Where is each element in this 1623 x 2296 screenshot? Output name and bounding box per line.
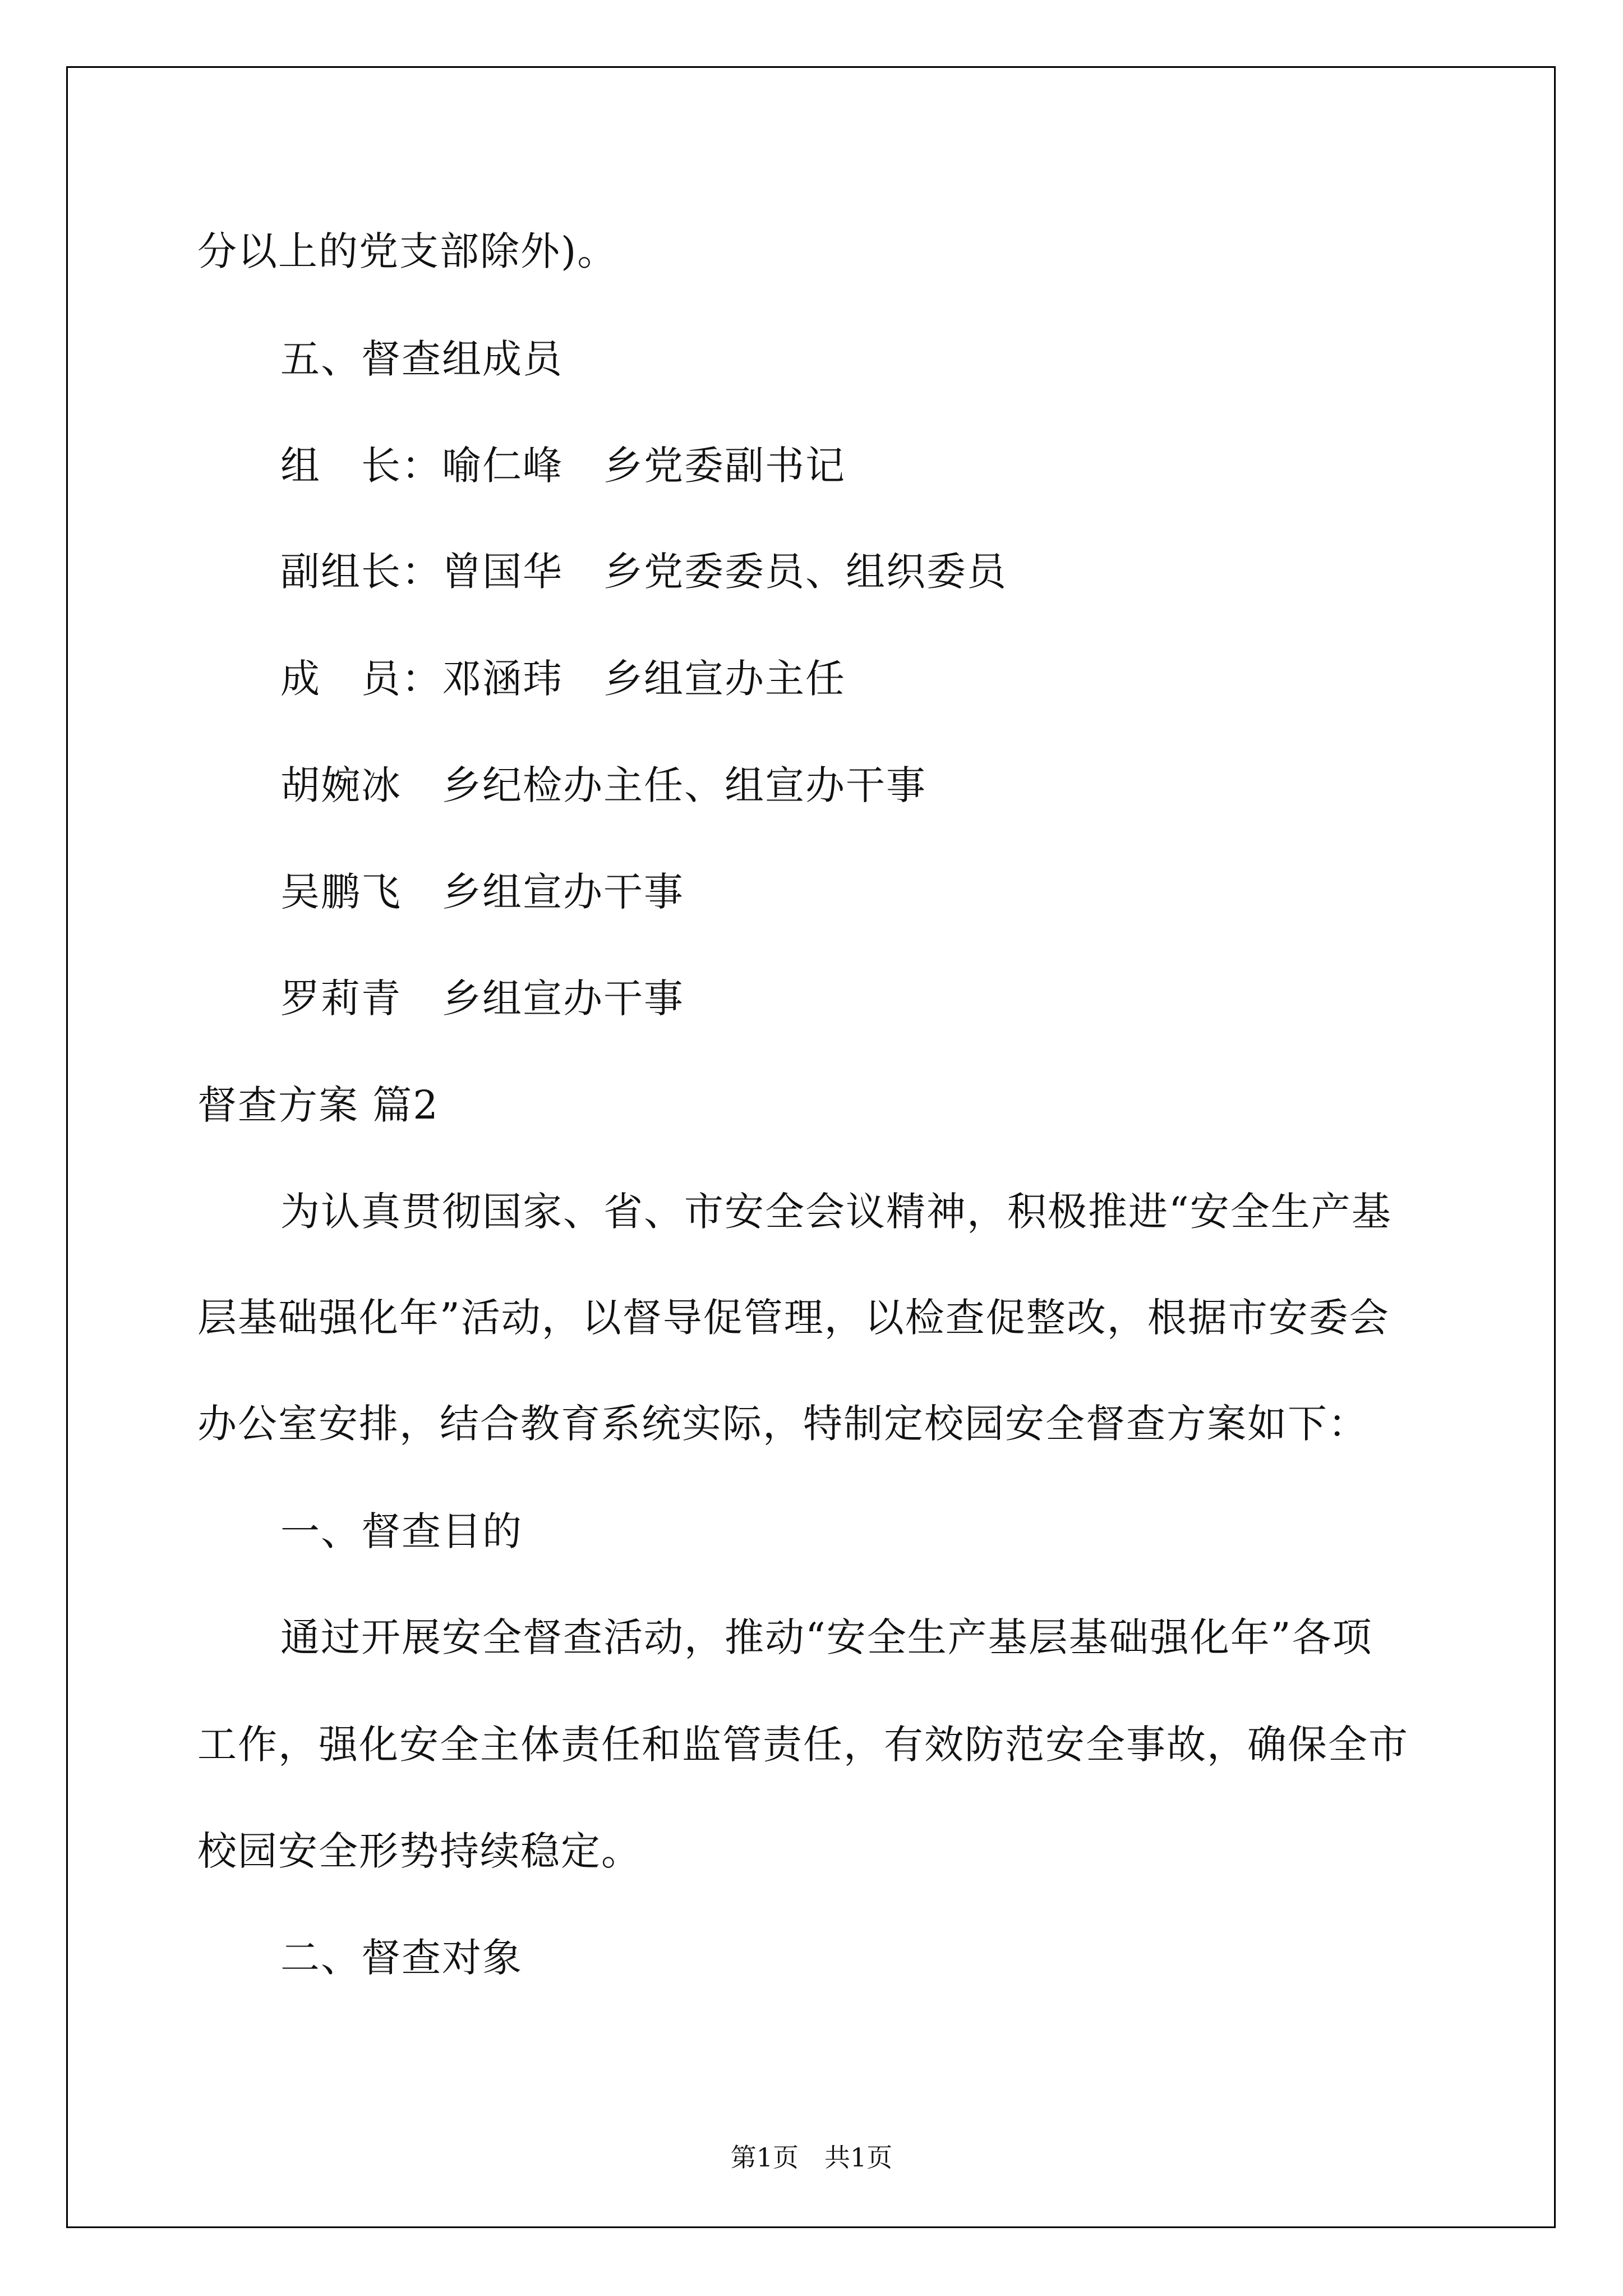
section-heading: 五、督查组成员	[280, 336, 563, 382]
paragraph-line: 为认真贯彻国家、省、市安全会议精神，积极推进“安全生产基	[280, 1189, 1392, 1235]
paragraph-line: 工作，强化安全主体责任和监管责任，有效防范安全事故，确保全市	[197, 1722, 1409, 1768]
member-line: 成 员：邓涵玮 乡组宣办主任	[280, 656, 846, 702]
page-number-footer: 第1页 共1页	[730, 2142, 893, 2173]
paragraph-line: 通过开展安全督查活动，推动“安全生产基层基础强化年”各项	[280, 1614, 1373, 1660]
section-heading: 一、督查目的	[280, 1508, 523, 1554]
member-line: 副组长：曾国华 乡党委委员、组织委员	[280, 549, 1007, 595]
page-border	[66, 66, 1556, 2228]
member-line: 吴鹏飞 乡组宣办干事	[280, 869, 684, 915]
paragraph-line: 办公室安排，结合教育系统实际，特制定校园安全督查方案如下：	[197, 1401, 1368, 1447]
document-subtitle: 督查方案 篇2	[197, 1082, 439, 1128]
section-heading: 二、督查对象	[280, 1935, 523, 1981]
member-line: 罗莉青 乡组宣办干事	[280, 976, 684, 1022]
paragraph-line: 层基础强化年”活动，以督导促管理，以检查促整改，根据市安委会	[197, 1295, 1390, 1341]
member-line: 组 长：喻仁峰 乡党委副书记	[280, 443, 846, 489]
paragraph-line: 校园安全形势持续稳定。	[197, 1828, 642, 1874]
paragraph-line: 分以上的党支部除外)。	[197, 228, 618, 274]
member-line: 胡婉冰 乡纪检办主任、组宣办干事	[280, 762, 926, 808]
